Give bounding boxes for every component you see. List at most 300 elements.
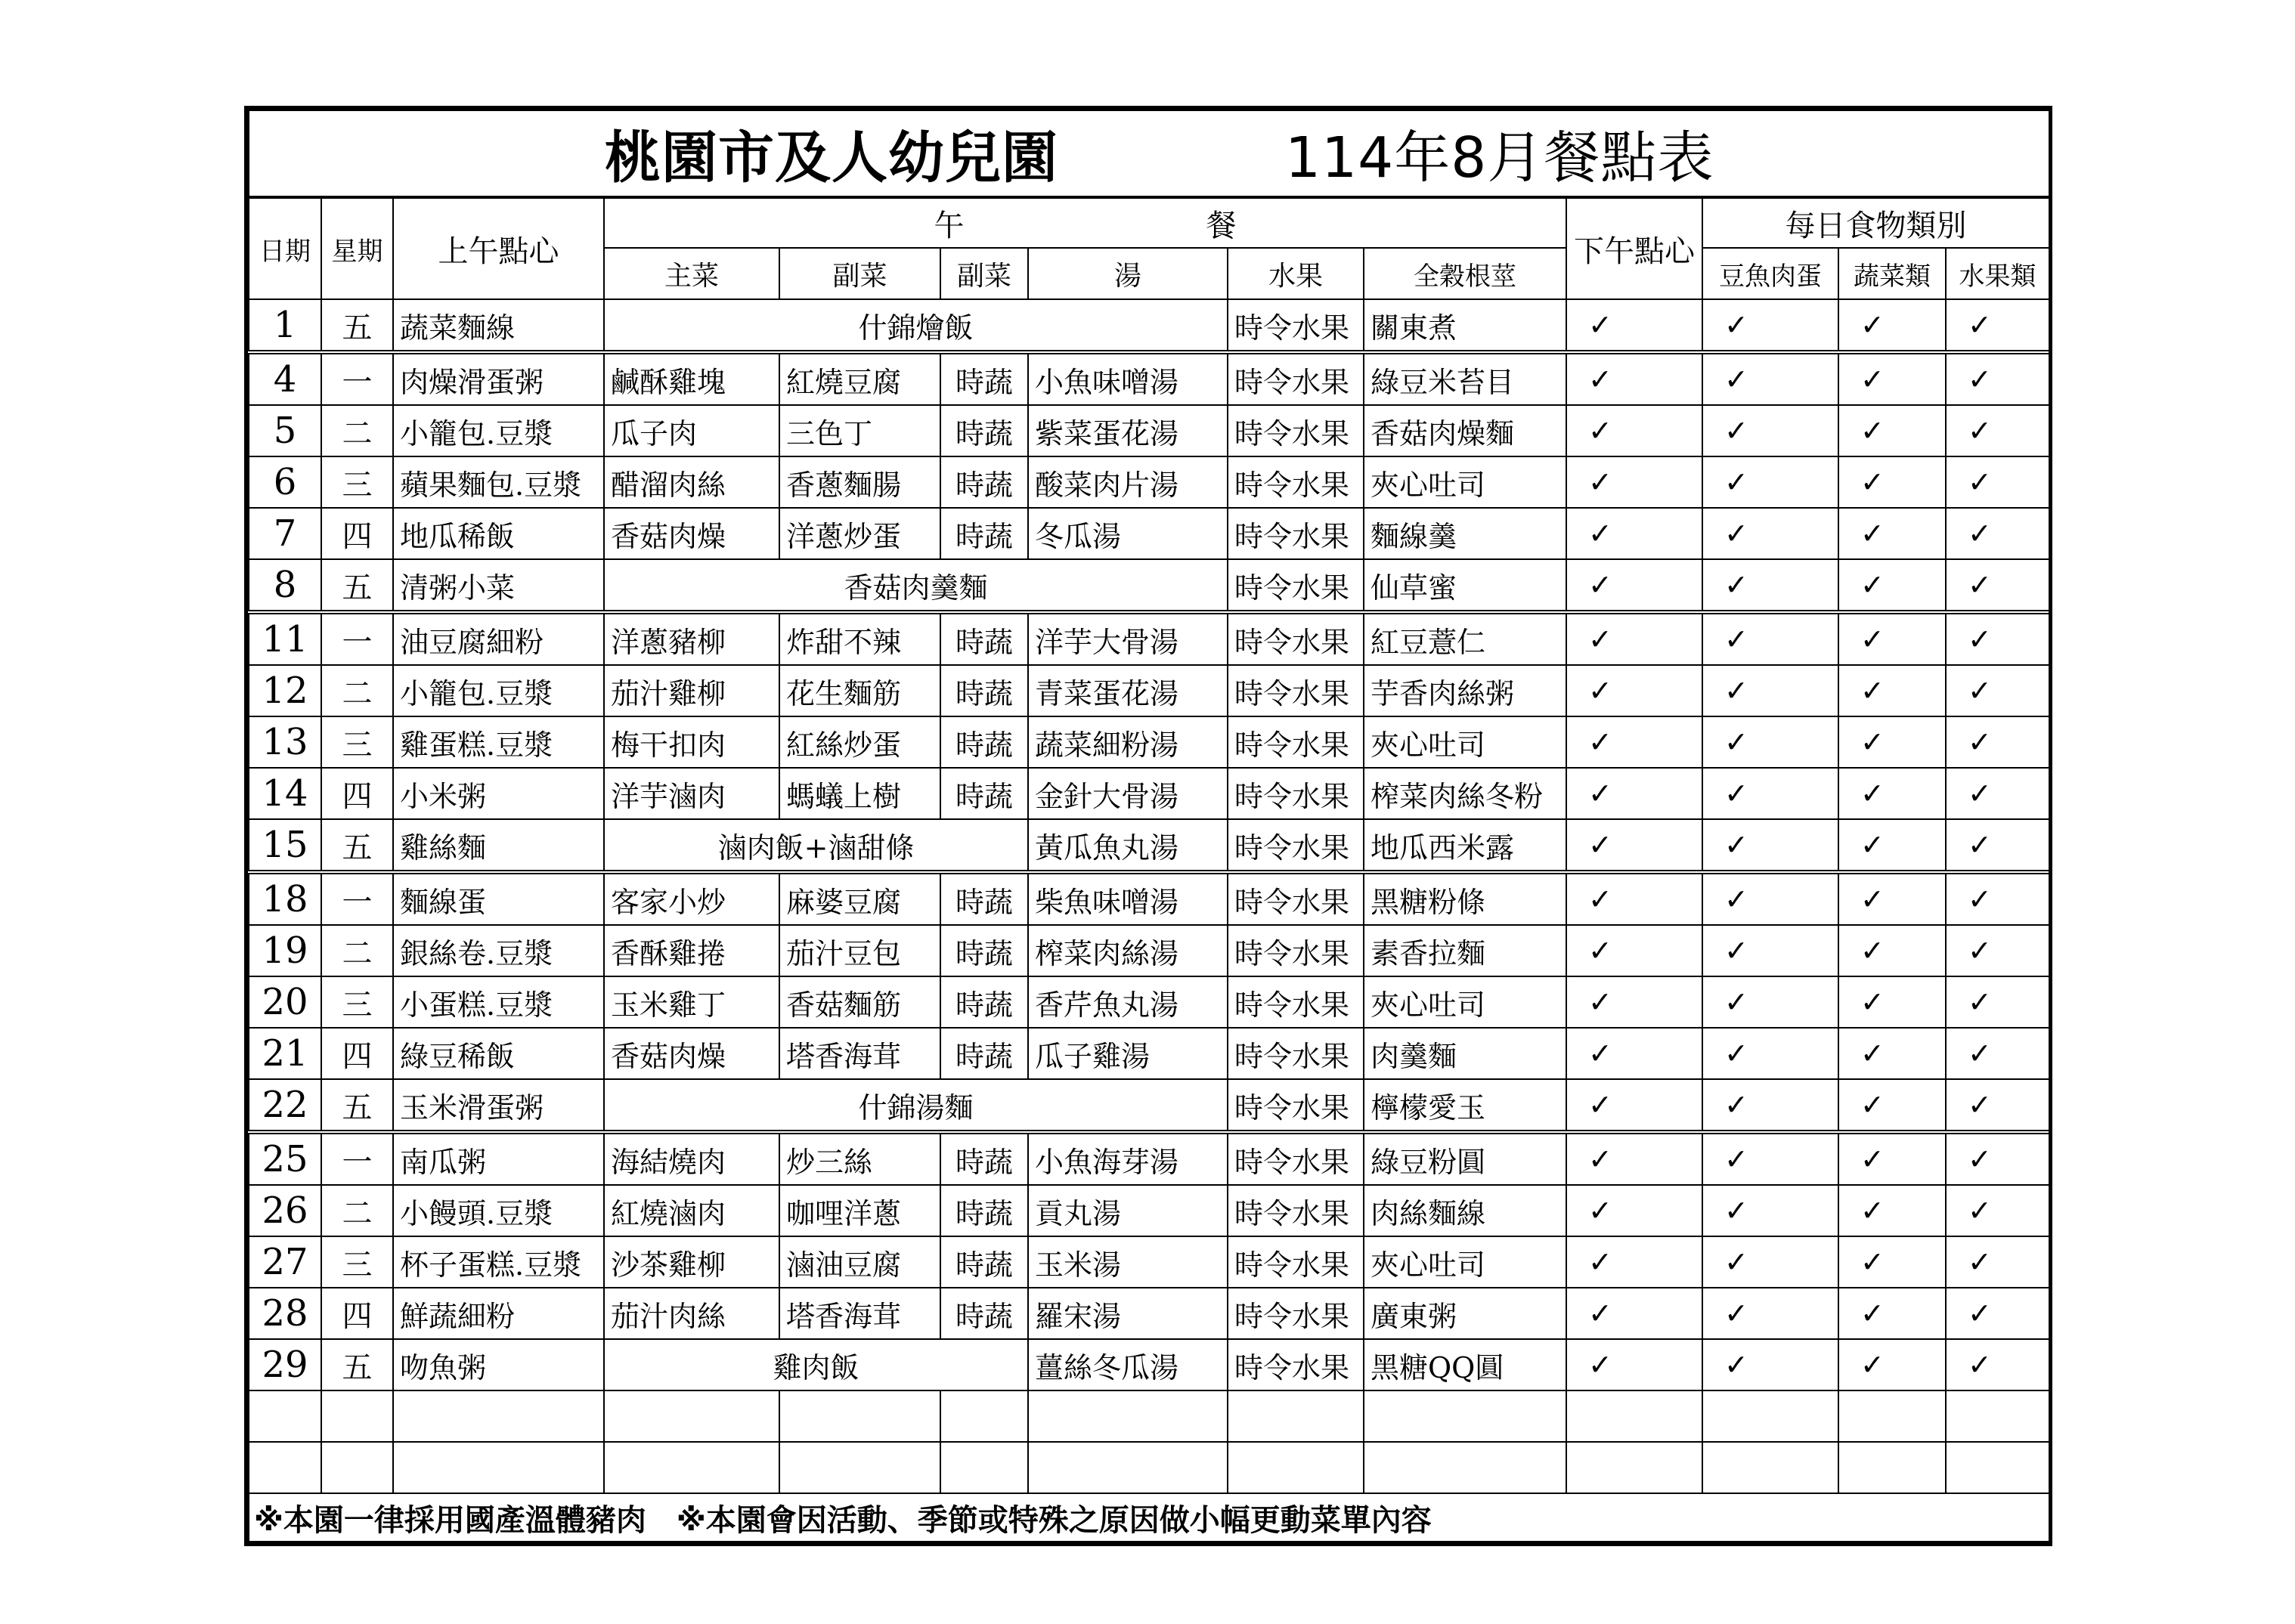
check-vegetables-icon: ✓ — [1838, 1288, 1946, 1339]
main-dish-cell: 瓜子肉 — [604, 405, 779, 456]
check-grains-icon: ✓ — [1566, 612, 1702, 665]
date-cell: 7 — [249, 508, 321, 559]
date-cell: 11 — [249, 612, 321, 665]
menu-row — [249, 768, 2049, 819]
check-vegetables-icon: ✓ — [1838, 819, 1946, 872]
check-vegetables-icon: ✓ — [1838, 1079, 1946, 1132]
school-name: 桃園市及人幼兒園 — [605, 125, 1058, 190]
weekday-cell: 三 — [321, 716, 393, 768]
check-grains-icon: ✓ — [1566, 1236, 1702, 1288]
afternoon-snack-cell: 仙草蜜 — [1364, 559, 1566, 612]
fruit-cell: 時令水果 — [1228, 1339, 1364, 1390]
soup-cell: 小魚海芽湯 — [1028, 1132, 1228, 1185]
menu-row — [249, 716, 2049, 768]
check-grains-icon: ✓ — [1566, 508, 1702, 559]
weekday-cell: 三 — [321, 456, 393, 508]
side-dish-cell: 洋蔥炒蛋 — [779, 508, 940, 559]
lunch-combined-cell: 什錦燴飯 — [604, 299, 1228, 352]
header-afternoon-snack: 下午點心 — [1566, 197, 1702, 299]
side-dish-cell: 花生麵筋 — [779, 665, 940, 716]
fruit-cell: 時令水果 — [1228, 819, 1364, 872]
soup-cell: 瓜子雞湯 — [1028, 1028, 1228, 1079]
date-cell: 19 — [249, 925, 321, 976]
side-dish-cell: 炸甜不辣 — [779, 612, 940, 665]
weekday-cell: 五 — [321, 1079, 393, 1132]
side-dish-cell: 滷油豆腐 — [779, 1236, 940, 1288]
weekday-cell: 五 — [321, 559, 393, 612]
vegetable-cell: 時蔬 — [940, 405, 1028, 456]
afternoon-snack-cell: 麵線羹 — [1364, 508, 1566, 559]
weekday-cell: 二 — [321, 1185, 393, 1236]
main-dish-cell: 洋蔥豬柳 — [604, 612, 779, 665]
fruit-cell: 時令水果 — [1228, 1236, 1364, 1288]
soup-cell: 貢丸湯 — [1028, 1185, 1228, 1236]
afternoon-snack-cell: 關東煮 — [1364, 299, 1566, 352]
menu-row — [249, 872, 2049, 925]
check-fruits-icon: ✓ — [1946, 559, 2049, 612]
check-vegetables-icon: ✓ — [1838, 1028, 1946, 1079]
vegetable-cell: 時蔬 — [940, 665, 1028, 716]
date-cell: 14 — [249, 768, 321, 819]
weekday-cell: 二 — [321, 665, 393, 716]
vegetable-cell: 時蔬 — [940, 716, 1028, 768]
date-cell: 6 — [249, 456, 321, 508]
soup-cell: 玉米湯 — [1028, 1236, 1228, 1288]
afternoon-snack-cell: 夾心吐司 — [1364, 1236, 1566, 1288]
check-grains-icon: ✓ — [1566, 925, 1702, 976]
menu-row — [249, 299, 2049, 352]
menu-row — [249, 559, 2049, 612]
morning-snack-cell: 地瓜稀飯 — [393, 508, 604, 559]
check-vegetables-icon: ✓ — [1838, 1132, 1946, 1185]
check-vegetables-icon: ✓ — [1838, 559, 1946, 612]
weekday-cell: 四 — [321, 1028, 393, 1079]
fruit-cell: 時令水果 — [1228, 612, 1364, 665]
check-protein-icon: ✓ — [1702, 508, 1838, 559]
main-dish-cell: 梅干扣肉 — [604, 716, 779, 768]
check-vegetables-icon: ✓ — [1838, 872, 1946, 925]
side-dish-cell: 三色丁 — [779, 405, 940, 456]
morning-snack-cell: 玉米滑蛋粥 — [393, 1079, 604, 1132]
soup-cell: 柴魚味噌湯 — [1028, 872, 1228, 925]
date-cell: 15 — [249, 819, 321, 872]
date-cell: 18 — [249, 872, 321, 925]
check-grains-icon: ✓ — [1566, 405, 1702, 456]
date-cell: 12 — [249, 665, 321, 716]
soup-cell: 香芹魚丸湯 — [1028, 976, 1228, 1028]
check-vegetables-icon: ✓ — [1838, 508, 1946, 559]
vegetable-cell: 時蔬 — [940, 925, 1028, 976]
date-cell: 21 — [249, 1028, 321, 1079]
main-dish-cell: 香菇肉燥 — [604, 1028, 779, 1079]
morning-snack-cell: 吻魚粥 — [393, 1339, 604, 1390]
header-vegetables: 蔬菜類 — [1838, 248, 1946, 299]
check-protein-icon: ✓ — [1702, 299, 1838, 352]
check-fruits-icon: ✓ — [1946, 1079, 2049, 1132]
menu-table — [248, 110, 2050, 1542]
soup-cell: 冬瓜湯 — [1028, 508, 1228, 559]
check-protein-icon: ✓ — [1702, 716, 1838, 768]
soup-cell: 酸菜肉片湯 — [1028, 456, 1228, 508]
check-protein-icon: ✓ — [1702, 768, 1838, 819]
check-protein-icon: ✓ — [1702, 1339, 1838, 1390]
header-fruit: 水果 — [1228, 248, 1364, 299]
weekday-cell: 三 — [321, 1236, 393, 1288]
soup-cell: 紫菜蛋花湯 — [1028, 405, 1228, 456]
soup-cell: 小魚味噌湯 — [1028, 352, 1228, 405]
fruit-cell: 時令水果 — [1228, 768, 1364, 819]
soup-cell: 黃瓜魚丸湯 — [1028, 819, 1228, 872]
afternoon-snack-cell: 地瓜西米露 — [1364, 819, 1566, 872]
afternoon-snack-cell: 夾心吐司 — [1364, 716, 1566, 768]
soup-cell: 羅宋湯 — [1028, 1288, 1228, 1339]
check-fruits-icon: ✓ — [1946, 819, 2049, 872]
weekday-cell: 四 — [321, 508, 393, 559]
menu-row — [249, 456, 2049, 508]
check-fruits-icon: ✓ — [1946, 1028, 2049, 1079]
soup-cell: 青菜蛋花湯 — [1028, 665, 1228, 716]
afternoon-snack-cell: 紅豆薏仁 — [1364, 612, 1566, 665]
morning-snack-cell: 蘋果麵包.豆漿 — [393, 456, 604, 508]
check-protein-icon: ✓ — [1702, 1079, 1838, 1132]
check-grains-icon: ✓ — [1566, 1185, 1702, 1236]
afternoon-snack-cell: 綠豆米苔目 — [1364, 352, 1566, 405]
main-dish-cell: 茄汁肉絲 — [604, 1288, 779, 1339]
vegetable-cell: 時蔬 — [940, 352, 1028, 405]
main-dish-cell: 客家小炒 — [604, 872, 779, 925]
main-dish-cell: 香菇肉燥 — [604, 508, 779, 559]
afternoon-snack-cell: 夾心吐司 — [1364, 456, 1566, 508]
weekday-cell: 一 — [321, 612, 393, 665]
check-protein-icon: ✓ — [1702, 665, 1838, 716]
footer-note: ※本園一律採用國產溫體豬肉 ※本園會因活動、季節或特殊之原因做小幅更動菜單內容 — [249, 1493, 2049, 1542]
morning-snack-cell: 清粥小菜 — [393, 559, 604, 612]
morning-snack-cell: 蔬菜麵線 — [393, 299, 604, 352]
check-grains-icon: ✓ — [1566, 768, 1702, 819]
morning-snack-cell: 雞蛋糕.豆漿 — [393, 716, 604, 768]
check-grains-icon: ✓ — [1566, 559, 1702, 612]
page-title — [249, 110, 2049, 197]
check-fruits-icon: ✓ — [1946, 456, 2049, 508]
menu-row — [249, 1132, 2049, 1185]
afternoon-snack-cell: 榨菜肉絲冬粉 — [1364, 768, 1566, 819]
check-protein-icon: ✓ — [1702, 1288, 1838, 1339]
fruit-cell: 時令水果 — [1228, 716, 1364, 768]
main-dish-cell: 醋溜肉絲 — [604, 456, 779, 508]
check-protein-icon: ✓ — [1702, 1236, 1838, 1288]
lunch-combined-cell: 滷肉飯+滷甜條 — [604, 819, 1028, 872]
check-protein-icon: ✓ — [1702, 872, 1838, 925]
date-cell: 26 — [249, 1185, 321, 1236]
header-main-dish: 主菜 — [604, 248, 779, 299]
weekday-cell: 一 — [321, 352, 393, 405]
check-vegetables-icon: ✓ — [1838, 1185, 1946, 1236]
check-vegetables-icon: ✓ — [1838, 1236, 1946, 1288]
vegetable-cell: 時蔬 — [940, 1028, 1028, 1079]
main-dish-cell: 海結燒肉 — [604, 1132, 779, 1185]
menu-period: 114年8月餐點表 — [1285, 125, 1714, 190]
side-dish-cell: 香蔥麵腸 — [779, 456, 940, 508]
morning-snack-cell: 鮮蔬細粉 — [393, 1288, 604, 1339]
date-cell: 8 — [249, 559, 321, 612]
menu-row — [249, 1079, 2049, 1132]
morning-snack-cell: 麵線蛋 — [393, 872, 604, 925]
check-fruits-icon: ✓ — [1946, 1132, 2049, 1185]
check-protein-icon: ✓ — [1702, 405, 1838, 456]
side-dish-cell: 炒三絲 — [779, 1132, 940, 1185]
main-dish-cell: 茄汁雞柳 — [604, 665, 779, 716]
check-fruits-icon: ✓ — [1946, 612, 2049, 665]
afternoon-snack-cell: 芋香肉絲粥 — [1364, 665, 1566, 716]
check-protein-icon: ✓ — [1702, 1028, 1838, 1079]
menu-row — [249, 665, 2049, 716]
check-grains-icon: ✓ — [1566, 872, 1702, 925]
fruit-cell: 時令水果 — [1228, 508, 1364, 559]
header-protein: 豆魚肉蛋 — [1702, 248, 1838, 299]
menu-row — [249, 612, 2049, 665]
morning-snack-cell: 雞絲麵 — [393, 819, 604, 872]
menu-row — [249, 976, 2049, 1028]
vegetable-cell: 時蔬 — [940, 1185, 1028, 1236]
fruit-cell: 時令水果 — [1228, 976, 1364, 1028]
morning-snack-cell: 小籠包.豆漿 — [393, 405, 604, 456]
afternoon-snack-cell: 肉羹麵 — [1364, 1028, 1566, 1079]
fruit-cell: 時令水果 — [1228, 1132, 1364, 1185]
check-vegetables-icon: ✓ — [1838, 925, 1946, 976]
header-lunch — [604, 197, 1566, 248]
check-grains-icon: ✓ — [1566, 976, 1702, 1028]
header-side-dish-2: 副菜 — [940, 248, 1028, 299]
afternoon-snack-cell: 素香拉麵 — [1364, 925, 1566, 976]
menu-row — [249, 508, 2049, 559]
menu-body — [249, 299, 2049, 1390]
morning-snack-cell: 小米粥 — [393, 768, 604, 819]
check-fruits-icon: ✓ — [1946, 299, 2049, 352]
soup-cell: 蔬菜細粉湯 — [1028, 716, 1228, 768]
vegetable-cell: 時蔬 — [940, 1132, 1028, 1185]
vegetable-cell: 時蔬 — [940, 976, 1028, 1028]
vegetable-cell: 時蔬 — [940, 872, 1028, 925]
check-fruits-icon: ✓ — [1946, 925, 2049, 976]
side-dish-cell: 塔香海茸 — [779, 1028, 940, 1079]
check-vegetables-icon: ✓ — [1838, 299, 1946, 352]
fruit-cell: 時令水果 — [1228, 1028, 1364, 1079]
afternoon-snack-cell: 綠豆粉圓 — [1364, 1132, 1566, 1185]
menu-row — [249, 1288, 2049, 1339]
vegetable-cell: 時蔬 — [940, 456, 1028, 508]
check-protein-icon: ✓ — [1702, 352, 1838, 405]
header-soup: 湯 — [1028, 248, 1228, 299]
check-fruits-icon: ✓ — [1946, 1288, 2049, 1339]
fruit-cell: 時令水果 — [1228, 665, 1364, 716]
weekday-cell: 五 — [321, 1339, 393, 1390]
afternoon-snack-cell: 檸檬愛玉 — [1364, 1079, 1566, 1132]
menu-row — [249, 925, 2049, 976]
header-lunch-2: 餐 — [1206, 208, 1237, 243]
empty-row — [249, 1442, 2049, 1493]
check-protein-icon: ✓ — [1702, 1185, 1838, 1236]
fruit-cell: 時令水果 — [1228, 925, 1364, 976]
morning-snack-cell: 杯子蛋糕.豆漿 — [393, 1236, 604, 1288]
date-cell: 22 — [249, 1079, 321, 1132]
afternoon-snack-cell: 香菇肉燥麵 — [1364, 405, 1566, 456]
fruit-cell: 時令水果 — [1228, 1288, 1364, 1339]
date-cell: 4 — [249, 352, 321, 405]
check-fruits-icon: ✓ — [1946, 768, 2049, 819]
fruit-cell: 時令水果 — [1228, 299, 1364, 352]
check-grains-icon: ✓ — [1566, 1028, 1702, 1079]
morning-snack-cell: 小蛋糕.豆漿 — [393, 976, 604, 1028]
menu-sheet — [244, 106, 2052, 1546]
side-dish-cell: 紅絲炒蛋 — [779, 716, 940, 768]
main-dish-cell: 洋芋滷肉 — [604, 768, 779, 819]
weekday-cell: 一 — [321, 1132, 393, 1185]
check-vegetables-icon: ✓ — [1838, 456, 1946, 508]
side-dish-cell: 咖哩洋蔥 — [779, 1185, 940, 1236]
afternoon-snack-cell: 夾心吐司 — [1364, 976, 1566, 1028]
weekday-cell: 四 — [321, 1288, 393, 1339]
check-grains-icon: ✓ — [1566, 819, 1702, 872]
menu-row — [249, 1339, 2049, 1390]
check-fruits-icon: ✓ — [1946, 976, 2049, 1028]
morning-snack-cell: 綠豆稀飯 — [393, 1028, 604, 1079]
soup-cell: 金針大骨湯 — [1028, 768, 1228, 819]
check-protein-icon: ✓ — [1702, 925, 1838, 976]
check-vegetables-icon: ✓ — [1838, 352, 1946, 405]
check-fruits-icon: ✓ — [1946, 1339, 2049, 1390]
check-grains-icon: ✓ — [1566, 716, 1702, 768]
soup-cell: 薑絲冬瓜湯 — [1028, 1339, 1228, 1390]
menu-row — [249, 1185, 2049, 1236]
check-fruits-icon: ✓ — [1946, 1185, 2049, 1236]
header-morning-snack: 上午點心 — [393, 197, 604, 299]
morning-snack-cell: 肉燥滑蛋粥 — [393, 352, 604, 405]
menu-row — [249, 405, 2049, 456]
header-side-dish: 副菜 — [779, 248, 940, 299]
check-vegetables-icon: ✓ — [1838, 768, 1946, 819]
check-grains-icon: ✓ — [1566, 665, 1702, 716]
main-dish-cell: 紅燒滷肉 — [604, 1185, 779, 1236]
menu-row — [249, 1028, 2049, 1079]
check-fruits-icon: ✓ — [1946, 508, 2049, 559]
main-dish-cell: 香酥雞捲 — [604, 925, 779, 976]
main-dish-cell: 沙茶雞柳 — [604, 1236, 779, 1288]
afternoon-snack-cell: 黑糖粉條 — [1364, 872, 1566, 925]
side-dish-cell: 茄汁豆包 — [779, 925, 940, 976]
weekday-cell: 五 — [321, 299, 393, 352]
check-grains-icon: ✓ — [1566, 456, 1702, 508]
check-grains-icon: ✓ — [1566, 299, 1702, 352]
check-grains-icon: ✓ — [1566, 1339, 1702, 1390]
check-fruits-icon: ✓ — [1946, 716, 2049, 768]
date-cell: 5 — [249, 405, 321, 456]
check-vegetables-icon: ✓ — [1838, 612, 1946, 665]
check-fruits-icon: ✓ — [1946, 665, 2049, 716]
weekday-cell: 一 — [321, 872, 393, 925]
morning-snack-cell: 小籠包.豆漿 — [393, 665, 604, 716]
date-cell: 13 — [249, 716, 321, 768]
check-vegetables-icon: ✓ — [1838, 1339, 1946, 1390]
morning-snack-cell: 銀絲卷.豆漿 — [393, 925, 604, 976]
menu-row — [249, 819, 2049, 872]
afternoon-snack-cell: 肉絲麵線 — [1364, 1185, 1566, 1236]
check-fruits-icon: ✓ — [1946, 405, 2049, 456]
header-lunch-1: 午 — [934, 208, 965, 243]
check-protein-icon: ✓ — [1702, 612, 1838, 665]
afternoon-snack-cell: 黑糖QQ圓 — [1364, 1339, 1566, 1390]
check-protein-icon: ✓ — [1702, 1132, 1838, 1185]
main-dish-cell: 鹹酥雞塊 — [604, 352, 779, 405]
header-weekday: 星期 — [321, 197, 393, 299]
check-vegetables-icon: ✓ — [1838, 976, 1946, 1028]
side-dish-cell: 塔香海茸 — [779, 1288, 940, 1339]
check-fruits-icon: ✓ — [1946, 872, 2049, 925]
check-protein-icon: ✓ — [1702, 819, 1838, 872]
fruit-cell: 時令水果 — [1228, 352, 1364, 405]
weekday-cell: 三 — [321, 976, 393, 1028]
vegetable-cell: 時蔬 — [940, 1236, 1028, 1288]
weekday-cell: 二 — [321, 405, 393, 456]
check-vegetables-icon: ✓ — [1838, 716, 1946, 768]
morning-snack-cell: 油豆腐細粉 — [393, 612, 604, 665]
header-fruits: 水果類 — [1946, 248, 2049, 299]
fruit-cell: 時令水果 — [1228, 456, 1364, 508]
empty-row — [249, 1390, 2049, 1442]
morning-snack-cell: 南瓜粥 — [393, 1132, 604, 1185]
lunch-combined-cell: 什錦湯麵 — [604, 1079, 1228, 1132]
header-food-groups: 每日食物類別 — [1702, 197, 2049, 248]
date-cell: 28 — [249, 1288, 321, 1339]
vegetable-cell: 時蔬 — [940, 1288, 1028, 1339]
vegetable-cell: 時蔬 — [940, 508, 1028, 559]
check-vegetables-icon: ✓ — [1838, 665, 1946, 716]
soup-cell: 榨菜肉絲湯 — [1028, 925, 1228, 976]
date-cell: 29 — [249, 1339, 321, 1390]
check-grains-icon: ✓ — [1566, 1079, 1702, 1132]
fruit-cell: 時令水果 — [1228, 405, 1364, 456]
fruit-cell: 時令水果 — [1228, 1185, 1364, 1236]
menu-row — [249, 1236, 2049, 1288]
weekday-cell: 四 — [321, 768, 393, 819]
header-date: 日期 — [249, 197, 321, 299]
vegetable-cell: 時蔬 — [940, 768, 1028, 819]
check-protein-icon: ✓ — [1702, 456, 1838, 508]
check-grains-icon: ✓ — [1566, 1288, 1702, 1339]
side-dish-cell: 螞蟻上樹 — [779, 768, 940, 819]
check-grains-icon: ✓ — [1566, 1132, 1702, 1185]
side-dish-cell: 香菇麵筋 — [779, 976, 940, 1028]
fruit-cell: 時令水果 — [1228, 1079, 1364, 1132]
soup-cell: 洋芋大骨湯 — [1028, 612, 1228, 665]
check-fruits-icon: ✓ — [1946, 352, 2049, 405]
side-dish-cell: 紅燒豆腐 — [779, 352, 940, 405]
main-dish-cell: 玉米雞丁 — [604, 976, 779, 1028]
date-cell: 1 — [249, 299, 321, 352]
check-protein-icon: ✓ — [1702, 976, 1838, 1028]
side-dish-cell: 麻婆豆腐 — [779, 872, 940, 925]
lunch-combined-cell: 雞肉飯 — [604, 1339, 1028, 1390]
check-fruits-icon: ✓ — [1946, 1236, 2049, 1288]
fruit-cell: 時令水果 — [1228, 872, 1364, 925]
header-grains: 全穀根莖 — [1364, 248, 1566, 299]
menu-row — [249, 352, 2049, 405]
check-protein-icon: ✓ — [1702, 559, 1838, 612]
fruit-cell: 時令水果 — [1228, 559, 1364, 612]
check-grains-icon: ✓ — [1566, 352, 1702, 405]
vegetable-cell: 時蔬 — [940, 612, 1028, 665]
weekday-cell: 五 — [321, 819, 393, 872]
lunch-combined-cell: 香菇肉羹麵 — [604, 559, 1228, 612]
